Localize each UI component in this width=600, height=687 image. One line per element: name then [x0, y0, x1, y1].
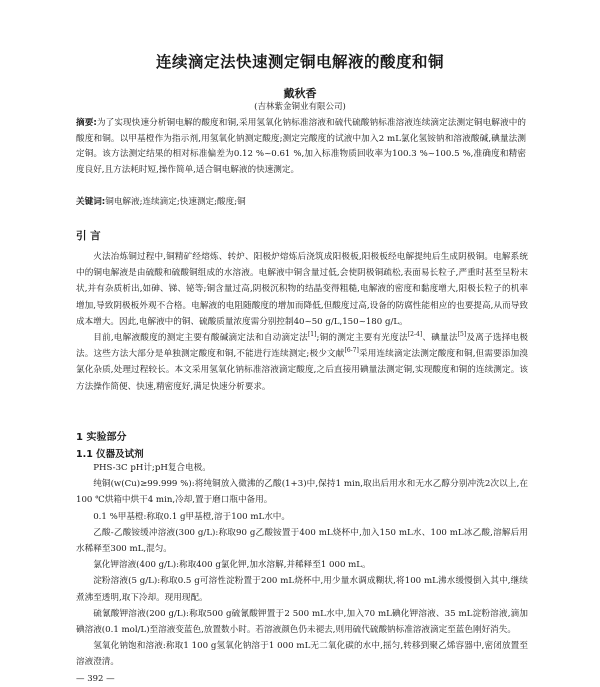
- abstract: [76, 116, 526, 178]
- intro-p2-part-b: ;铜的测定主要有光度法: [316, 333, 408, 344]
- citation-3: [5]: [457, 331, 467, 339]
- author-name: 戴秋香: [283, 87, 317, 100]
- intro-p2-part-d: 及离子选择电极法。这些方法大部分是单独测定酸度和铜,不能进行连续测定;极少文献: [76, 333, 528, 360]
- intro-body: [76, 249, 528, 395]
- citation-2: [2-4]: [407, 331, 423, 339]
- reagent-methyl-orange: 0.1 %甲基橙:称取0.1 g甲基橙,溶于100 mL水中。: [93, 511, 290, 522]
- intro-p2-part-c: 、碘量法: [422, 333, 458, 344]
- abstract-text: 为了实现快速分析铜电解的酸度和铜,采用氢氧化钠标准溶液和硫代硫酸钠标准溶液连续滴定法测定铜电解液中的酸度和铜。以甲基橙作为指示剂,用氢氧化钠测定酸度;测定完酸度的试液中加入2 mL氯化氢铵钠和溶液酸碱,碘量法测定铜。该方法测定结果的相对标准偏差为0.12 %~0.61 %,加入标准物质回收率为100.3 %~100.5 %,准确度和精密度良好,且方法耗时短,操作简单,适合铜电解液的快速测定。: [76, 118, 527, 175]
- intro-heading: 引 言: [76, 230, 101, 242]
- page-number: — 392 —: [76, 674, 115, 684]
- intro-paragraph-2: [76, 330, 528, 395]
- intro-p2-part-e: 采用连续滴定法测定酸度和铜,但需要添加溴氯化杂质,处理过程较长。本文采用氢氧化钠标准溶液滴定酸度,之后直接用碘量法测定铜,实现酸度和铜的连续测定。该方法操作简便、快速,精密度好,满足快速分析要求。: [76, 349, 528, 392]
- section-1-heading: 1 实验部分: [76, 432, 127, 443]
- intro-p2-part-a: 目前,电解液酸度的测定主要有酸碱滴定法和自动滴定法: [93, 333, 308, 344]
- abstract-label: 摘要:: [76, 118, 97, 128]
- citation-1: [1]: [307, 331, 317, 339]
- paper-title: 连续滴定法快速测定铜电解液的酸度和铜: [155, 53, 444, 71]
- keywords-label: 关键词:: [76, 197, 106, 207]
- affiliation: (吉林紫金铜业有限公司): [254, 102, 346, 112]
- instrument-line: PHS-3C pH计;pH复合电极。: [93, 463, 211, 473]
- reagent-naoh: 氢氧化钠饱和溶液:称取1 100 g氢氧化钠溶于1 000 mL无二氧化碳的水中,摇匀,转移到聚乙烯容器中,密闭放置至溶液澄清。: [76, 641, 528, 668]
- reagent-kcl: 氯化钾溶液(400 g/L):称取400 g氯化钾,加水溶解,并稀释至1 000 mL。: [93, 560, 371, 571]
- reagents-body: [76, 460, 528, 671]
- citation-4: [6-7]: [344, 347, 359, 355]
- reagent-starch: 淀粉溶液(5 g/L):称取0.5 g可溶性淀粉置于200 mL烧杯中,用少量水调成糊状,将100 mL沸水缓慢倒入其中,继续煮沸至透明,取下冷却。现用现配。: [76, 576, 528, 603]
- reagent-pure-copper: 纯铜(w(Cu)≥99.999 %):将纯铜放入微沸的乙酸(1+3)中,保持1 min,取出后用水和无水乙醇分别冲洗2次以上,在100 ℃烘箱中烘干4 min,冷却,置于磨口瓶中备用。: [76, 479, 528, 506]
- reagent-thiocyanate: 硫氰酸钾溶液(200 g/L):称取500 g硫氰酸钾置于2 500 mL水中,加入70 mL碘化钾溶液、35 mL淀粉溶液,滴加碘溶液(0.1 mol/L)至溶液变蓝色,放置数小时。若溶液颜色仍未褪去,则用硫代硫酸钠标准溶液滴定至蓝色刚好消失。: [76, 608, 528, 636]
- reagent-buffer: 乙酸-乙酸铵缓冲溶液(300 g/L):称取90 g乙酸铵置于400 mL烧杯中,加入150 mL水、100 mL冰乙酸,溶解后用水稀释至300 mL,混匀。: [76, 527, 528, 555]
- keywords: [76, 195, 526, 210]
- keywords-text: 铜电解液;连续滴定;快速测定;酸度;铜: [105, 197, 246, 207]
- section-1-1-heading: 1.1 仪器及试剂: [76, 449, 144, 460]
- intro-paragraph-1: 火法冶炼铜过程中,铜精矿经熔炼、转炉、阳极炉熔炼后浇筑成阳极板,阳极板经电解提纯后生成阴极铜。电解系统中的铜电解液是由硫酸和硫酸铜组成的水溶液。电解液中铜含量过低,会使阴极铜疏松,表面易长粒子,严重时甚至呈粉末状,并有杂质析出,如砷、锑、铋等;铜含量过高,阴极沉积物的结晶变得粗糙,电解液的密度和黏度增大,阳极长粒子的机率增加,导致阴极板外观不合格。电解液的电阻随酸度的增加而降低,但酸度过高,设备的防腐性能相应的也要提高,从而导致成本增大。因此,电解液中的铜、硫酸质量浓度需分别控制40~50 g/L,150~180 g/L。: [76, 252, 528, 327]
